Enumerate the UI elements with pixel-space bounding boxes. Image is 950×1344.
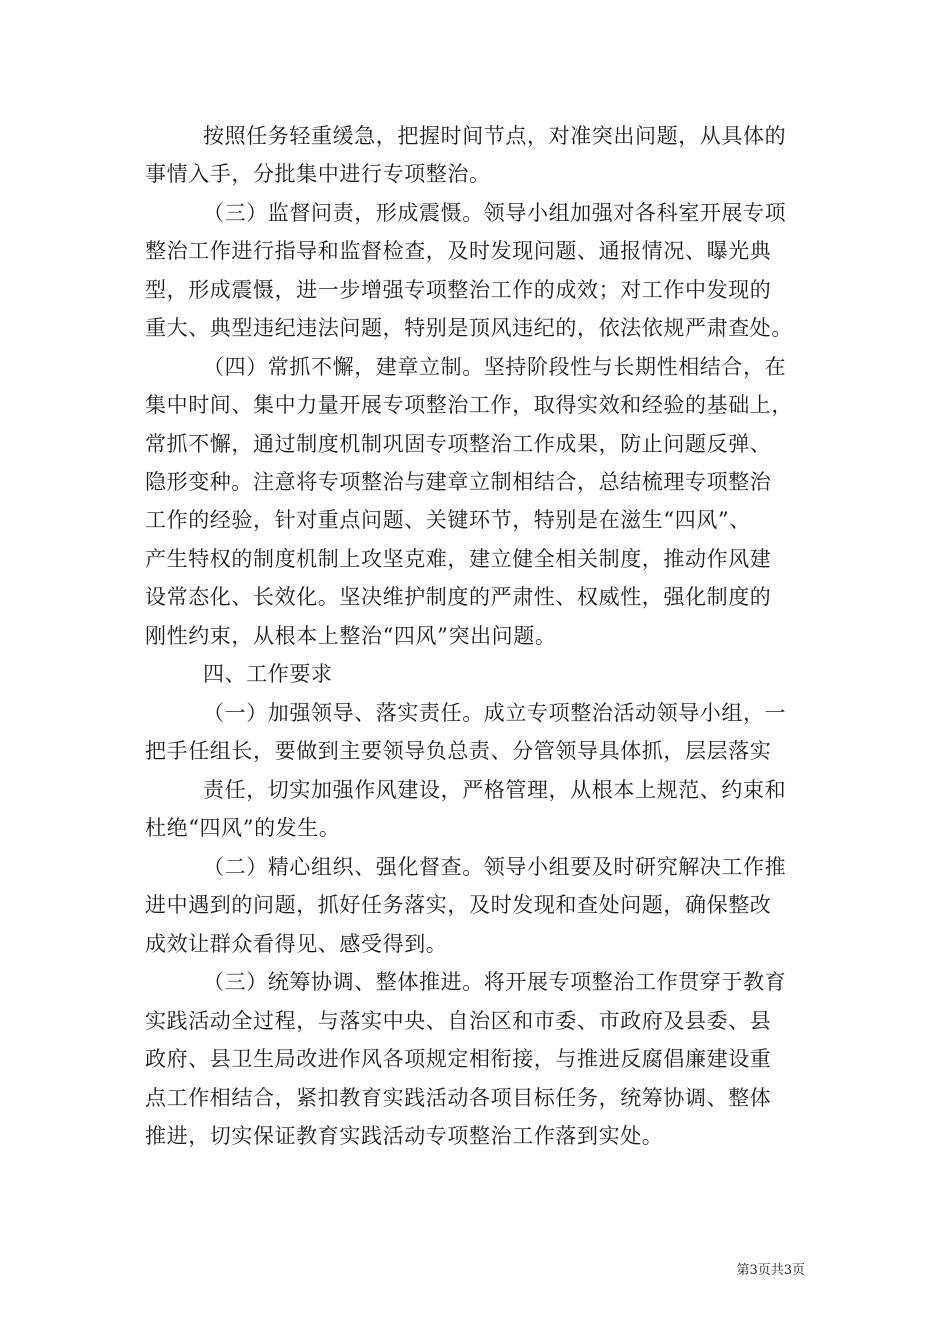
text-line: 杜绝“四风”的发生。: [145, 816, 341, 840]
page-number: 第3页共3页: [736, 1263, 805, 1278]
text-line: 常抓不懈，通过制度机制巩固专项整治工作成果，防止问题反弹、: [145, 432, 772, 456]
text-line: 按照任务轻重缓急，把握时间节点，对准突出问题，从具体的: [203, 124, 787, 148]
text-line: 点工作相结合，紧扣教育实践活动各项目标任务，统筹协调、整体: [145, 1086, 772, 1110]
text-line: 设常态化、长效化。坚决维护制度的严肃性、权威性，强化制度的: [145, 585, 772, 609]
text-line: 型，形成震慑，进一步增强专项整治工作的成效；对工作中发现的: [145, 278, 772, 302]
text-line: 隐形变种。注意将专项整治与建章立制相结合，总结梳理专项整治: [145, 470, 772, 494]
text-line: 刚性约束，从根本上整治“四风”突出问题。: [145, 624, 557, 648]
text-line: 整治工作进行指导和监督检查，及时发现问题、通报情况、曝光典: [145, 239, 772, 263]
text-line: （一）加强领导、落实责任。成立专项整治活动领导小组，一: [203, 701, 787, 725]
text-line: 责任，切实加强作风建设，严格管理，从根本上规范、约束和: [203, 778, 787, 802]
text-line: （三）统筹协调、整体推进。将开展专项整治工作贯穿于教育: [203, 970, 787, 994]
text-line: 政府、县卫生局改进作风各项规定相衔接，与推进反腐倡廉建设重: [145, 1047, 772, 1071]
text-line: （四）常抓不懈，建章立制。坚持阶段性与长期性相结合，在: [203, 355, 787, 379]
text-line: （三）监督问责，形成震慑。领导小组加强对各科室开展专项: [203, 201, 787, 225]
text-line: 产生特权的制度机制上攻坚克难，建立健全相关制度，推动作风建: [145, 547, 772, 571]
text-line: 进中遇到的问题，抓好任务落实，及时发现和查处问题，确保整改: [145, 893, 772, 917]
text-line: 集中时间、集中力量开展专项整治工作，取得实效和经验的基础上，: [145, 393, 793, 417]
text-line: 成效让群众看得见、感受得到。: [145, 932, 448, 956]
text-line: 事情入手，分批集中进行专项整治。: [145, 162, 491, 186]
text-line: 重大、典型违纪违法问题，特别是顶风违纪的，依法依规严肃查处。: [145, 316, 793, 340]
text-line: （二）精心组织、强化督查。领导小组要及时研究解决工作推: [203, 855, 787, 879]
text-line: 推进，切实保证教育实践活动专项整治工作落到实处。: [145, 1124, 664, 1148]
text-line: 把手任组长，要做到主要领导负总责、分管领导具体抓，层层落实: [145, 739, 772, 763]
section-heading: 四、工作要求: [203, 662, 333, 686]
text-line: 工作的经验，针对重点问题、关键环节，特别是在滋生“四风”、: [145, 508, 751, 532]
text-line: 实践活动全过程，与落实中央、自治区和市委、市政府及县委、县: [145, 1009, 772, 1033]
